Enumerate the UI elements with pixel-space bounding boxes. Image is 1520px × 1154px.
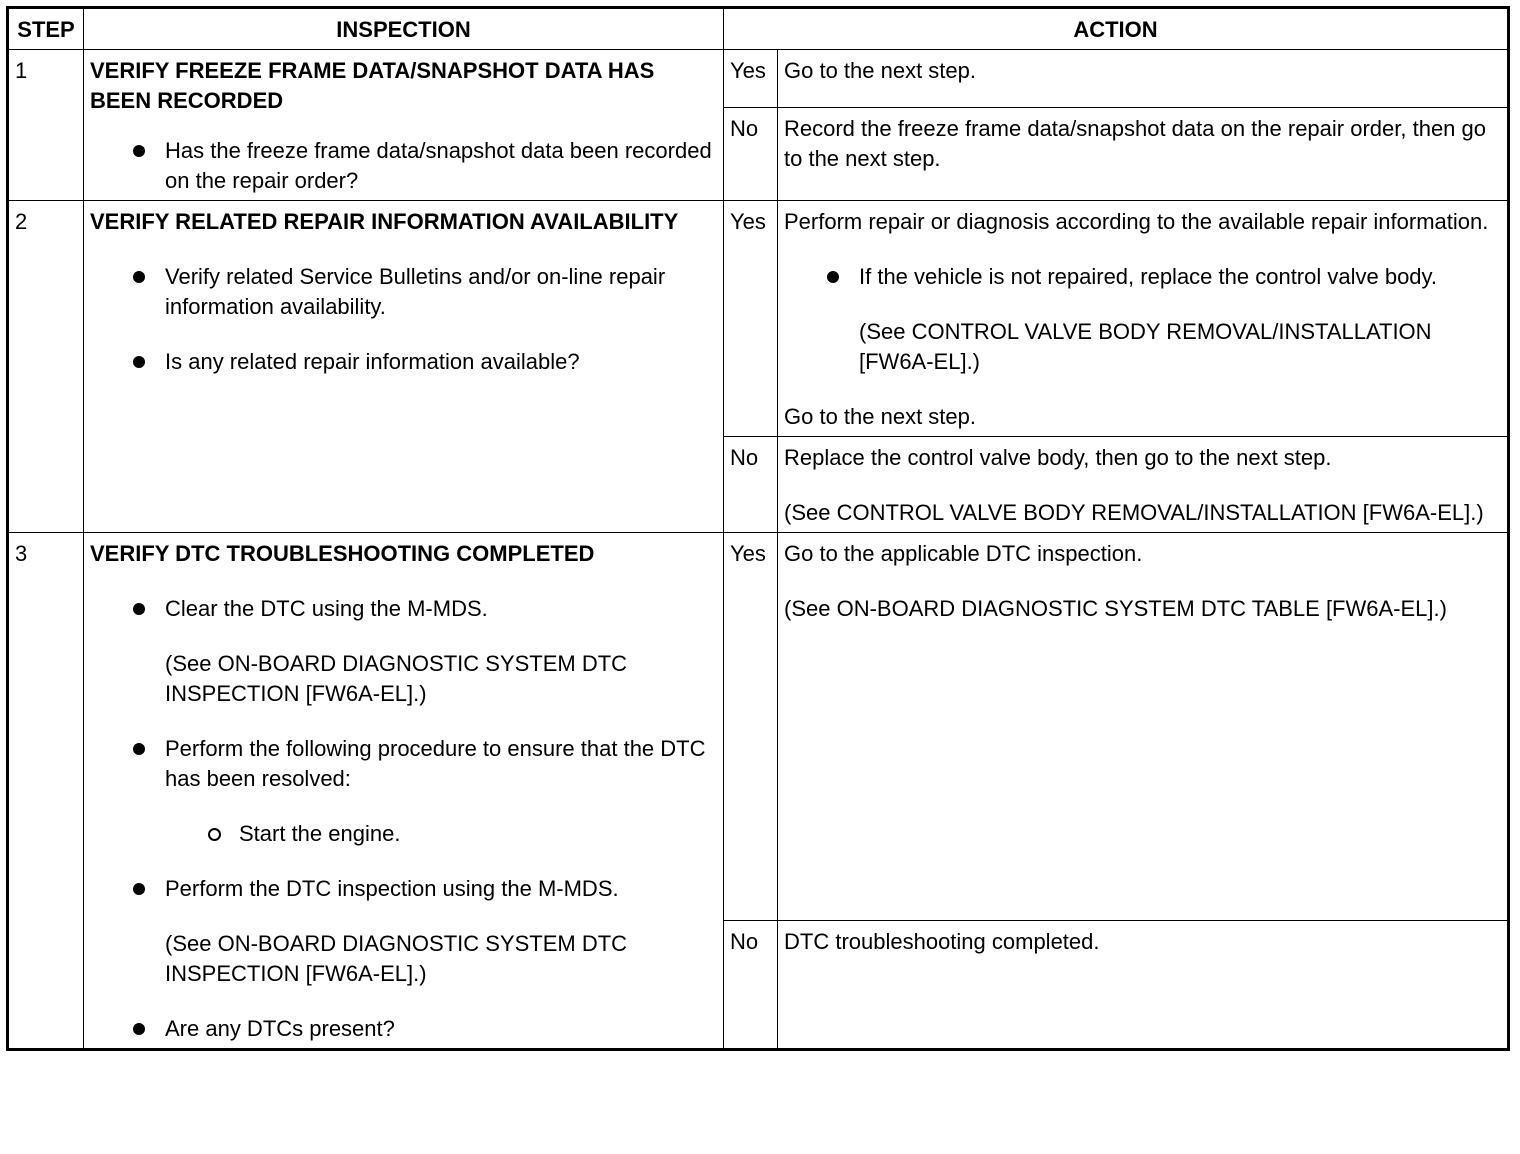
yes-label: Yes [724,533,778,921]
yes-action: Go to the next step. [778,50,1509,108]
step-3-yes-row [8,533,1509,921]
inspection-reference: (See ON-BOARD DIAGNOSTIC SYSTEM DTC INSPECTION [FW6A-EL].) [165,931,628,986]
header-action: ACTION [724,8,1509,50]
step-2-yes-row [8,201,1509,437]
inspection-bullet: Clear the DTC using the M-MDS. [90,594,717,624]
yes-label: Yes [724,50,778,108]
no-action: Record the freeze frame data/snapshot data on the repair order, then go to the next step. [778,108,1509,201]
step-title: VERIFY RELATED REPAIR INFORMATION AVAILABILITY [90,209,679,234]
action-reference: (See CONTROL VALVE BODY REMOVAL/INSTALLATION [FW6A-EL].) [859,319,1432,374]
inspection-sub-bullet: Start the engine. [90,819,717,849]
inspection-bullet: Has the freeze frame data/snapshot data been recorded on the repair order? [90,136,717,196]
diagnostic-procedure-table [6,6,1510,1051]
step-3-inspection [84,533,724,1050]
header-step: STEP [8,8,84,50]
step-number: 3 [8,533,84,1050]
header-inspection: INSPECTION [84,8,724,50]
no-action: DTC troubleshooting completed. [778,921,1509,1050]
step-title: VERIFY DTC TROUBLESHOOTING COMPLETED [90,541,595,566]
inspection-bullet: Is any related repair information available? [90,347,717,377]
yes-action: Perform repair or diagnosis according to the available repair information. [784,209,1489,234]
action-reference: (See CONTROL VALVE BODY REMOVAL/INSTALLATION [FW6A-EL].) [784,500,1484,525]
step-title: VERIFY FREEZE FRAME DATA/SNAPSHOT DATA HAS BEEN RECORDED [90,58,655,113]
action-bullet: If the vehicle is not repaired, replace the control valve body. [784,262,1501,292]
inspection-bullet: Are any DTCs present? [90,1014,717,1044]
no-label: No [724,437,778,533]
step-1-yes-row [8,50,1509,108]
no-action-cell [778,437,1509,533]
inspection-bullet: Perform the following procedure to ensure that the DTC has been resolved: [90,734,717,794]
no-action: Replace the control valve body, then go to the next step. [784,445,1332,470]
inspection-bullet: Perform the DTC inspection using the M-MDS. [90,874,717,904]
no-label: No [724,921,778,1050]
yes-action-cell [778,533,1509,921]
yes-action-cell [778,201,1509,437]
yes-label: Yes [724,201,778,437]
action-reference: (See ON-BOARD DIAGNOSTIC SYSTEM DTC TABLE [FW6A-EL].) [784,596,1447,621]
step-number: 2 [8,201,84,533]
inspection-bullet: Verify related Service Bulletins and/or on-line repair information availability. [90,262,717,322]
no-label: No [724,108,778,201]
step-2-inspection [84,201,724,533]
inspection-reference: (See ON-BOARD DIAGNOSTIC SYSTEM DTC INSPECTION [FW6A-EL].) [165,651,628,706]
action-next: Go to the next step. [784,404,977,429]
step-1-inspection [84,50,724,201]
step-number: 1 [8,50,84,201]
yes-action: Go to the applicable DTC inspection. [784,541,1143,566]
header-row [8,8,1509,50]
